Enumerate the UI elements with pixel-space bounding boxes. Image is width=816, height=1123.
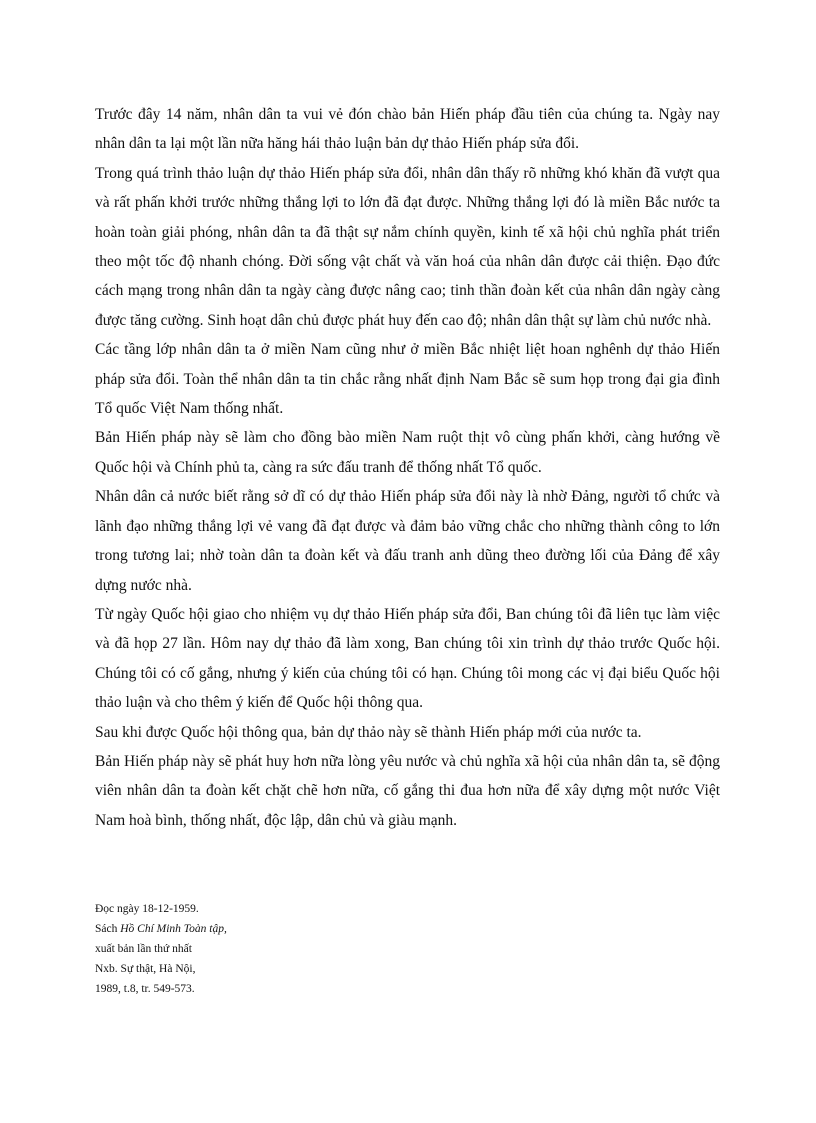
paragraph-5: Nhân dân cả nước biết rằng sở dĩ có dự thảo Hiến pháp sửa đổi này là nhờ Đảng, người tổ chức và lãnh đạo những thắng lợi vẻ vang đã đạt được và đảm bảo vững chắc cho những thành công to lớn trong tương lai; nhờ toàn dân ta đoàn kết và đấu tranh anh dũng theo đường lối của Đảng để xây dựng nước nhà. (95, 488, 720, 594)
book-title: Hồ Chí Minh Toàn tập, (120, 923, 227, 935)
citation: 1989, t.8, tr. 549-573. (95, 983, 195, 995)
paragraph-4: Bản Hiến pháp này sẽ làm cho đồng bào miền Nam ruột thịt vô cùng phấn khởi, càng hướng về Quốc hội và Chính phủ ta, càng ra sức đấu tranh để thống nhất Tổ quốc. (95, 429, 720, 476)
document-body (95, 100, 720, 835)
paragraph-1: Trước đây 14 năm, nhân dân ta vui vẻ đón chào bản Hiến pháp đầu tiên của chúng ta. Ngày nay nhân dân ta lại một lần nữa hăng hái thảo luận bản dự thảo Hiến pháp sửa đổi. (95, 106, 720, 153)
publisher: Nxb. Sự thật, Hà Nội, (95, 963, 196, 975)
paragraph-7: Sau khi được Quốc hội thông qua, bản dự thảo này sẽ thành Hiến pháp mới của nước ta. (95, 723, 642, 741)
paragraph-3: Các tầng lớp nhân dân ta ở miền Nam cũng như ở miền Bắc nhiệt liệt hoan nghênh dự thảo Hiến pháp sửa đổi. Toàn thể nhân dân ta tin chắc rằng nhất định Nam Bắc sẽ sum họp trong đại gia đình Tổ quốc Việt Nam thống nhất. (95, 341, 720, 418)
source-note (95, 899, 495, 999)
book-prefix: Sách (95, 923, 121, 935)
edition: xuất bản lần thứ nhất (95, 943, 192, 955)
paragraph-6: Từ ngày Quốc hội giao cho nhiệm vụ dự thảo Hiến pháp sửa đổi, Ban chúng tôi đã liên tục làm việc và đã họp 27 lần. Hôm nay dự thảo đã làm xong, Ban chúng tôi xin trình dự thảo trước Quốc hội. Chúng tôi có cố gắng, nhưng ý kiến của chúng tôi có hạn. Chúng tôi mong các vị đại biểu Quốc hội thảo luận và cho thêm ý kiến để Quốc hội thông qua. (95, 605, 720, 712)
paragraph-8: Bản Hiến pháp này sẽ phát huy hơn nữa lòng yêu nước và chủ nghĩa xã hội của nhân dân ta, sẽ động viên nhân dân ta đoàn kết chặt chẽ hơn nữa, cố gắng thi đua hơn nữa để xây dựng một nước Việt Nam hoà bình, thống nhất, độc lập, dân chủ và giàu mạnh. (95, 752, 720, 829)
book-line (95, 919, 495, 939)
paragraph-2: Trong quá trình thảo luận dự thảo Hiến pháp sửa đổi, nhân dân thấy rõ những khó khăn đã vượt qua và rất phấn khởi trước những thắng lợi to lớn đã đạt được. Những thắng lợi đó là miền Bắc nước ta hoàn toàn giải phóng, nhân dân ta đã thật sự nắm chính quyền, kinh tế xã hội chủ nghĩa phát triển theo một tốc độ nhanh chóng. Đời sống vật chất và văn hoá của nhân dân được cải thiện. Đạo đức cách mạng trong nhân dân ta ngày càng được nâng cao; tinh thần đoàn kết của nhân dân ngày càng được tăng cường. Sinh hoạt dân chủ được phát huy đến cao độ; nhân dân thật sự làm chủ nước nhà. (95, 164, 720, 329)
read-date: Đọc ngày 18-12-1959. (95, 903, 199, 915)
